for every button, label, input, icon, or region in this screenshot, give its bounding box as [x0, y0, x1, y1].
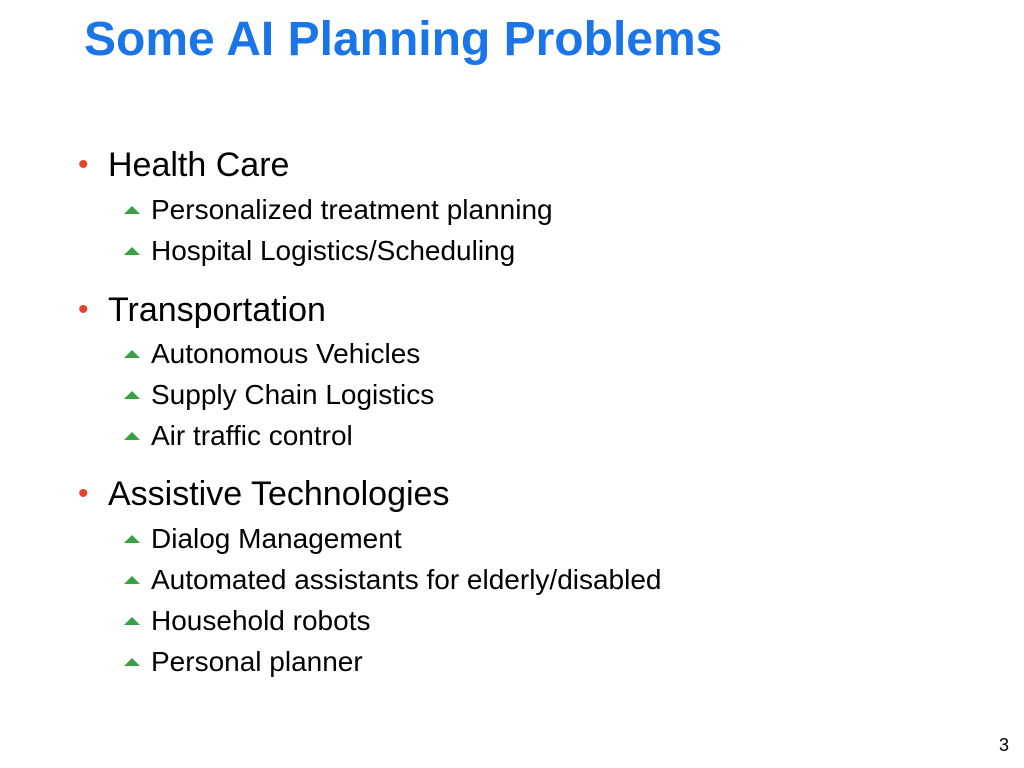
triangle-up-icon	[124, 350, 140, 358]
sub-bullet-label: Personal planner	[151, 646, 363, 677]
bullet-icon: •	[78, 148, 89, 181]
triangle-up-icon	[124, 432, 140, 440]
triangle-up-icon	[124, 658, 140, 666]
sub-bullet-label: Dialog Management	[151, 523, 402, 554]
sub-bullet-label: Hospital Logistics/Scheduling	[151, 235, 516, 266]
triangle-up-icon	[124, 576, 140, 584]
slide-title: Some AI Planning Problems	[84, 13, 723, 66]
sub-bullet-label: Personalized treatment planning	[151, 194, 553, 225]
sub-bullet-label: Household robots	[151, 605, 371, 636]
triangle-up-icon	[124, 617, 140, 625]
triangle-up-icon	[124, 391, 140, 399]
sub-bullet-label: Autonomous Vehicles	[151, 338, 421, 369]
triangle-up-icon	[124, 206, 140, 214]
sub-bullet-label: Supply Chain Logistics	[151, 379, 435, 410]
bullet-label: Transportation	[108, 291, 326, 329]
sub-bullet-label: Automated assistants for elderly/disabled	[151, 564, 662, 595]
page-number: 3	[998, 735, 1009, 755]
triangle-up-icon	[124, 535, 140, 543]
sub-bullet-label: Air traffic control	[151, 420, 353, 451]
bullet-icon: •	[78, 293, 89, 326]
triangle-up-icon	[124, 247, 140, 255]
bullet-label: Health Care	[108, 146, 290, 184]
bullet-label: Assistive Technologies	[108, 475, 450, 513]
bullet-icon: •	[78, 477, 89, 510]
